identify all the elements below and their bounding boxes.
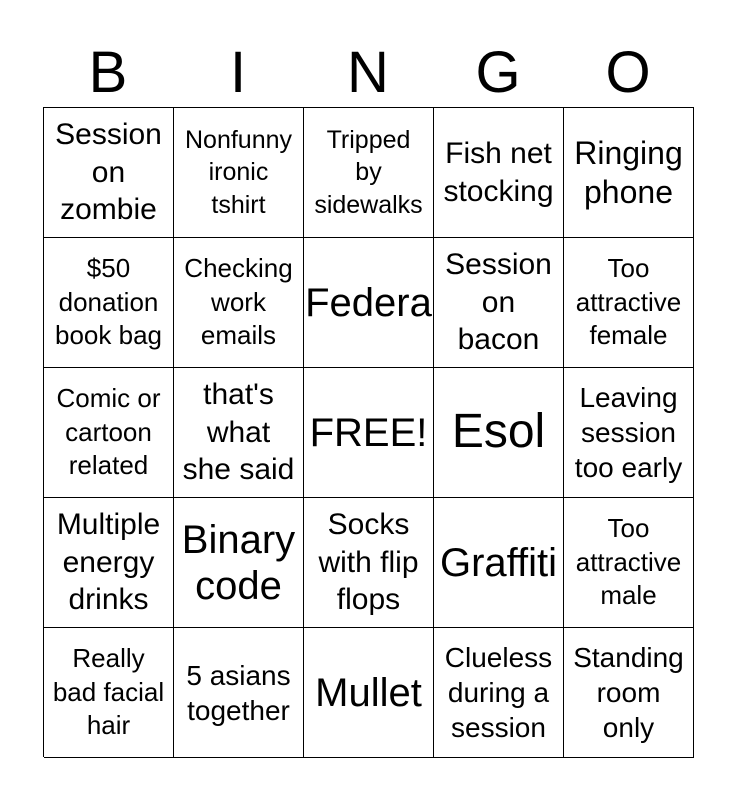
free-space[interactable]	[304, 368, 434, 498]
bingo-cell[interactable]	[304, 108, 434, 238]
bingo-cell[interactable]	[434, 368, 564, 498]
cell-label: Session on bacon	[445, 248, 552, 357]
bingo-cell[interactable]	[44, 498, 174, 628]
bingo-cell[interactable]	[174, 628, 304, 758]
cell-label: Esol	[451, 405, 546, 459]
header-letter-g: G	[475, 40, 521, 105]
cell-label: Socks with flip flops	[318, 508, 419, 617]
cell-label: Really bad facial hair	[52, 642, 165, 741]
cell-label: Too attractive male	[575, 512, 682, 611]
cell-label: Fish net stocking	[443, 137, 554, 208]
cell-label: Leaving session too early	[574, 382, 683, 483]
bingo-cell[interactable]	[434, 108, 564, 238]
cell-label: Multiple energy drinks	[56, 508, 161, 617]
bingo-cell[interactable]	[174, 238, 304, 368]
cell-label: Checking work emails	[184, 252, 293, 351]
bingo-cell[interactable]	[44, 368, 174, 498]
bingo-cell[interactable]	[564, 368, 694, 498]
cell-label: $50 donation book bag	[55, 252, 162, 351]
bingo-cell[interactable]	[174, 108, 304, 238]
bingo-header	[43, 40, 693, 106]
bingo-cell[interactable]	[44, 238, 174, 368]
bingo-cell[interactable]	[564, 108, 694, 238]
cell-label: Mullet	[315, 670, 422, 715]
bingo-board	[43, 107, 694, 757]
bingo-cell[interactable]	[44, 108, 174, 238]
cell-label: Comic or cartoon related	[56, 382, 161, 481]
bingo-cell[interactable]	[174, 368, 304, 498]
header-letter-i: I	[229, 40, 247, 105]
cell-label: Tripped by sidewalks	[314, 125, 423, 219]
bingo-cell[interactable]	[304, 628, 434, 758]
cell-label: Nonfunny ironic tshirt	[184, 125, 293, 219]
cell-label: Clueless during a session	[444, 642, 553, 743]
cell-label: Session on zombie	[55, 118, 162, 227]
bingo-cell[interactable]	[434, 498, 564, 628]
cell-label: Ringing phone	[574, 135, 683, 210]
bingo-cell[interactable]	[304, 498, 434, 628]
cell-label: Graffiti	[439, 540, 558, 585]
bingo-cell[interactable]	[564, 498, 694, 628]
bingo-cell[interactable]	[564, 628, 694, 758]
bingo-cell[interactable]	[434, 628, 564, 758]
cell-label: Binary code	[181, 517, 296, 608]
free-space-label: FREE!	[309, 410, 428, 455]
cell-label: Too attractive female	[575, 252, 682, 351]
bingo-cell[interactable]	[174, 498, 304, 628]
bingo-cell[interactable]	[564, 238, 694, 368]
cell-label: Standing room only	[573, 642, 684, 743]
bingo-cell[interactable]	[434, 238, 564, 368]
bingo-cell[interactable]	[304, 238, 434, 368]
header-letter-o: O	[605, 40, 651, 105]
header-letter-n: N	[347, 40, 389, 105]
bingo-cell[interactable]	[44, 628, 174, 758]
cell-label: Federa	[305, 280, 432, 325]
cell-label: that's what she said	[182, 378, 295, 487]
header-letter-b: B	[88, 40, 128, 105]
cell-label: 5 asians together	[186, 659, 291, 726]
